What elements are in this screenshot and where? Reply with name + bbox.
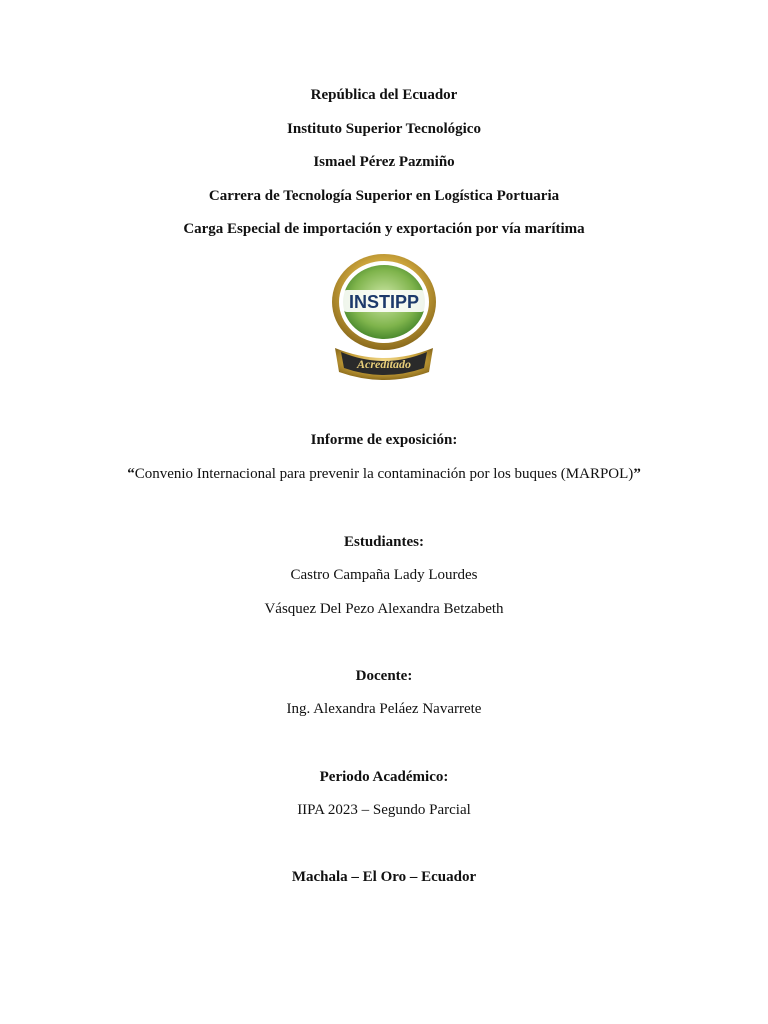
institute-name-line: Ismael Pérez Pazmiño [313, 154, 455, 170]
logo-text: INSTIPP [348, 292, 420, 312]
period-heading: Periodo Académico: [319, 769, 449, 785]
instipp-logo [329, 250, 439, 380]
open-quote: “ [127, 466, 135, 482]
report-title: Convenio Internacional para prevenir la contaminación por los buques (MARPOL) [134, 466, 634, 482]
subject-line: Carga Especial de importación y exportación por vía marítima [183, 221, 585, 237]
institute-line: Instituto Superior Tecnológico [287, 121, 481, 137]
location-line: Machala – El Oro – Ecuador [291, 869, 477, 885]
student-name: Vásquez Del Pezo Alexandra Betzabeth [264, 601, 504, 617]
period-value: IIPA 2023 – Segundo Parcial [297, 802, 471, 818]
students-heading: Estudiantes: [343, 534, 425, 550]
report-heading: Informe de exposición: [310, 432, 458, 448]
logo-ribbon-text: Acreditado [357, 357, 411, 371]
teacher-heading: Docente: [355, 668, 413, 684]
report-title-line [0, 465, 768, 483]
close-quote: ” [633, 466, 641, 482]
teacher-name: Ing. Alexandra Peláez Navarrete [286, 701, 482, 717]
career-line: Carrera de Tecnología Superior en Logística Portuaria [208, 188, 560, 204]
student-name: Castro Campaña Lady Lourdes [290, 567, 478, 583]
country-line: República del Ecuador [310, 87, 458, 103]
